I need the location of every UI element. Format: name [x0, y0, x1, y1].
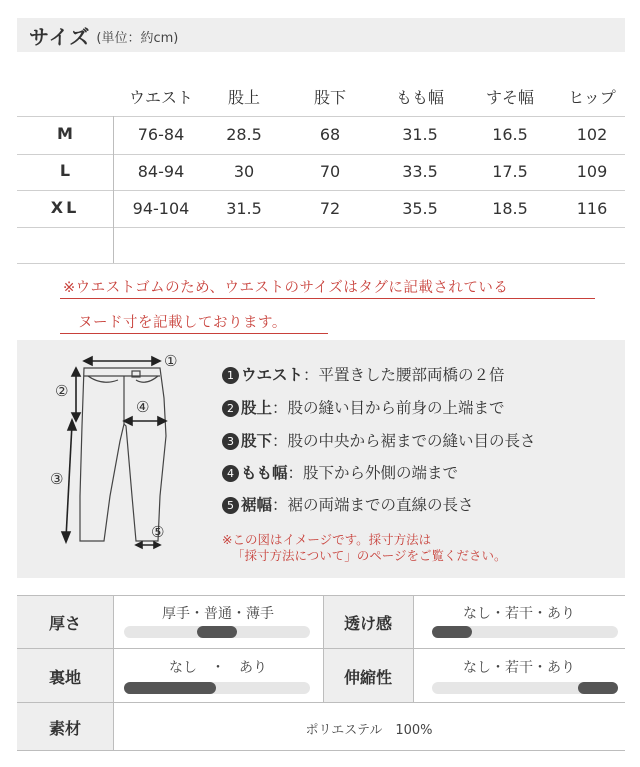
table-cell: 102 — [576, 125, 608, 144]
desc-rise — [222, 396, 505, 418]
table-cell: 33.5 — [402, 162, 438, 181]
table-cell: 30 — [233, 162, 255, 181]
size-label-m: M — [57, 124, 73, 143]
note-underline — [60, 333, 328, 334]
num-badge: 3 — [222, 433, 239, 450]
options-transparency: なし・若干・あり — [463, 606, 575, 622]
col-header-inseam: 股下 — [313, 88, 346, 107]
note-line-1: ※ウエストゴムのため、ウエストのサイズはタグに記載されている — [63, 280, 509, 296]
table-divider — [17, 190, 625, 191]
diagram-caption-2: 「採寸方法について」のページをご覧ください。 — [232, 548, 507, 563]
marker-5: ⑤ — [151, 523, 165, 541]
table-cell: 109 — [576, 162, 608, 181]
table-cell: 72 — [319, 199, 341, 218]
desc-text: ：平置きした腰部両橋の２倍 — [303, 366, 505, 384]
marker-4: ④ — [136, 398, 150, 416]
material-value: ポリエステル 100% — [305, 723, 433, 738]
pants-outline-icon — [80, 368, 166, 541]
col-header-hip: ヒップ — [568, 88, 616, 107]
table-cell: 94-104 — [132, 199, 190, 218]
desc-term: 股下 — [241, 432, 273, 450]
table-divider — [17, 116, 625, 117]
col-header-thigh: もも幅 — [395, 88, 444, 107]
note-underline — [60, 298, 595, 299]
col-header-rise: 股上 — [227, 88, 260, 107]
marker-1: ① — [164, 352, 178, 370]
label-lining: 裏地 — [48, 668, 81, 687]
section-title: サイズ — [29, 24, 91, 49]
level-track-transparency — [432, 626, 618, 638]
level-indicator-lining — [124, 682, 216, 694]
desc-term: 裾幅 — [241, 496, 273, 514]
note-line-2: ヌード寸を記載しております。 — [78, 315, 287, 331]
desc-term: もも幅 — [241, 464, 288, 482]
level-track-lining — [124, 682, 310, 694]
table-cell: 31.5 — [402, 125, 438, 144]
unit-label: (単位：約cm) — [96, 31, 179, 46]
table-divider — [17, 595, 625, 596]
table-divider — [17, 750, 625, 751]
desc-text: ：股の中央から裾までの縫い目の長さ — [272, 432, 536, 450]
level-indicator-thickness — [197, 626, 237, 638]
desc-term: ウエスト — [241, 366, 304, 384]
level-indicator-stretch — [578, 682, 618, 694]
table-divider — [17, 648, 625, 649]
table-cell: 76-84 — [137, 125, 185, 144]
level-track-thickness — [124, 626, 310, 638]
desc-text: ：股下から外側の端まで — [287, 464, 459, 482]
table-divider — [17, 227, 625, 228]
table-column-separator — [113, 116, 114, 263]
measure-arrows — [62, 357, 166, 548]
desc-text: ：股の縫い目から前身の上端まで — [272, 399, 505, 417]
table-divider — [17, 702, 625, 703]
label-stretch: 伸縮性 — [343, 668, 392, 687]
table-cell: 84-94 — [137, 162, 185, 181]
size-label-l: L — [59, 161, 71, 180]
num-badge: 1 — [222, 367, 239, 384]
table-cell: 31.5 — [226, 199, 262, 218]
section-header — [17, 18, 625, 52]
label-thickness: 厚さ — [48, 614, 81, 633]
pants-diagram — [40, 346, 190, 556]
desc-hem — [222, 493, 474, 515]
level-indicator-transparency — [432, 626, 472, 638]
table-cell: 68 — [319, 125, 341, 144]
options-thickness: 厚手・普通・薄手 — [162, 606, 274, 622]
table-cell: 16.5 — [492, 125, 528, 144]
table-cell: 28.5 — [226, 125, 262, 144]
desc-waist — [222, 363, 505, 385]
diagram-caption-1: ※この図はイメージです。採寸方法は — [222, 532, 432, 547]
options-lining: なし ・ あり — [169, 660, 267, 676]
size-label-xl: XL — [50, 198, 80, 217]
marker-3: ③ — [50, 470, 64, 488]
col-header-waist: ウエスト — [128, 88, 193, 107]
num-badge: 5 — [222, 497, 239, 514]
desc-inseam — [222, 429, 536, 451]
label-material: 素材 — [48, 719, 81, 738]
num-badge: 4 — [222, 465, 239, 482]
label-transparency: 透け感 — [343, 614, 392, 633]
desc-term: 股上 — [241, 399, 273, 417]
table-divider — [17, 154, 625, 155]
table-divider — [17, 263, 625, 264]
marker-2: ② — [55, 382, 69, 400]
table-cell: 116 — [576, 199, 608, 218]
options-stretch: なし・若干・あり — [463, 660, 575, 676]
level-track-stretch — [432, 682, 618, 694]
table-cell: 70 — [319, 162, 341, 181]
table-cell: 18.5 — [492, 199, 528, 218]
desc-thigh — [222, 461, 458, 483]
num-badge: 2 — [222, 400, 239, 417]
table-cell: 17.5 — [492, 162, 528, 181]
table-cell: 35.5 — [402, 199, 438, 218]
col-header-hem: すそ幅 — [485, 88, 534, 107]
desc-text: ：裾の両端までの直線の長さ — [272, 496, 474, 514]
